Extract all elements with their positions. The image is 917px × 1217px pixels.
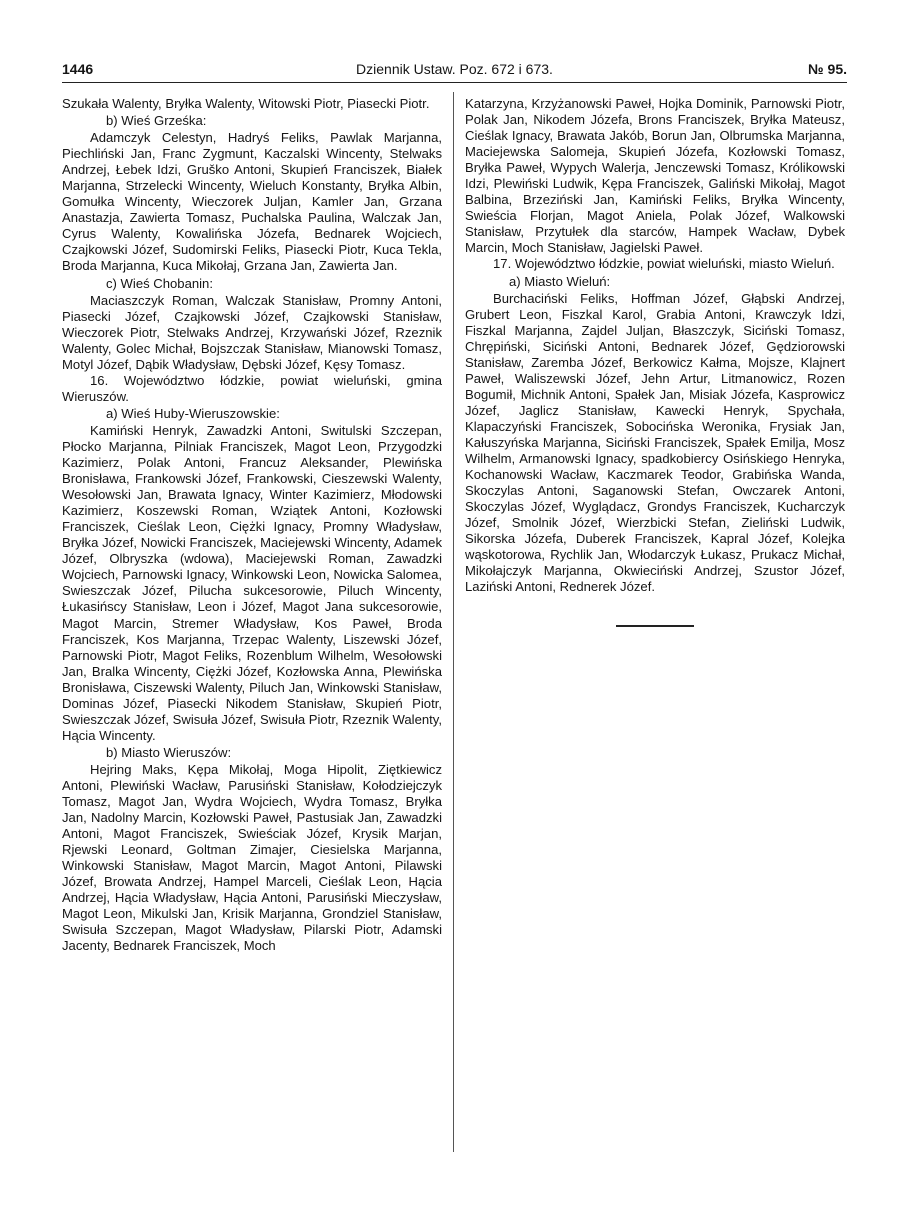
left-column bbox=[62, 96, 442, 954]
paragraph: Szukała Walenty, Bryłka Walenty, Witowski Piotr, Piasecki Piotr. bbox=[62, 96, 430, 111]
paragraph: Kamiński Henryk, Zawadzki Antoni, Switulski Szczepan, Płocko Marjanna, Pilniak Franciszek, Magot Leon, Przygodzki Kazimierz, Polak Antoni, Francuz Aleksander, Plewińska Bronisława, Frankowski Józef, Frankowski, Cieszewski Walenty, Wesołowski Jan, Brawata Ignacy, Winter Kazimierz, Młodowski Kazimierz, Koszewski Roman, Wziątek Antoni, Kozłowski Franciszek, Cieślak Leon, Ciężki Ignacy, Promny Władysław, Bryłka Józef, Nowicki Franciszek, Maciejewski Wincenty, Adamek Józef, Olbryszka (wdowa), Maciejewski Roman, Zawadzki Wojciech, Parnowski Ignacy, Winkowski Leon, Nowicka Salomea, Swieszczak Józef, Pilucha sukcesorowie, Piluch Wincenty, Łukasińscy Stanisław, Leon i Józef, Magot Jana sukcesorowie, Magot Marcin, Stremer Władysław, Kos Paweł, Broda Franciszek, Kos Marjanna, Trzepac Walenty, Liszewski Józef, Parnowski Piotr, Magot Feliks, Rozenblum Wilhelm, Wesołowski Jan, Bralka Wincenty, Ciężki Józef, Kozłowska Anna, Plewińska Bronisława, Ciszewski Walenty, Piluch Jan, Winkowski Stanisław, Dominas Józef, Piasecki Nikodem Stanisław, Skupień Piotr, Swieszczak Józef, Swisuła Józef, Swisuła Piotr, Rzeznik Walenty, Hącia Wincenty. bbox=[62, 422, 442, 743]
journal-title: Dziennik Ustaw. Poz. 672 i 673. bbox=[356, 61, 553, 77]
section-heading: 17. Województwo łódzkie, powiat wieluński, miasto Wieluń. bbox=[493, 256, 835, 272]
issue-number: № 95. bbox=[808, 61, 847, 77]
page-header bbox=[62, 58, 847, 83]
paragraph: Hejring Maks, Kępa Mikołaj, Moga Hipolit, Ziętkiewicz Antoni, Plewiński Wacław, Parusiński Stanisław, Kołodziejczyk Tomasz, Magot Jan, Wydra Wojciech, Wydra Tomasz, Bryłka Jan, Nadolny Marcin, Kozłowski Paweł, Pastusiak Jan, Zawadzki Antoni, Magot Franciszek, Swieściak Józef, Krysik Marjan, Rjewski Leonard, Goltman Zimajer, Ciesielska Marjanna, Winkowski Stanisław, Magot Marcin, Magot Antoni, Pilawski Józef, Browata Andrzej, Hampel Marceli, Cieślak Leon, Hącia Andrzej, Hącia Władysław, Hącia Antoni, Parusiński Mieczysław, Magot Leon, Mikulski Jan, Krisik Marjanna, Grondziel Stanisław, Swisuła Szczepan, Magot Władysław, Pilarski Piotr, Adamski Jacenty, Bednarek Franciszek, Moch bbox=[62, 761, 442, 954]
end-rule bbox=[616, 625, 694, 627]
paragraph: Maciaszczyk Roman, Walczak Stanisław, Promny Antoni, Piasecki Józef, Czajkowski Józef, Czajkowski Stanisław, Wieczorek Piotr, Stelwaks Andrzej, Krzywański Józef, Rzeznik Walenty, Golec Michał, Bojszczak Stanisław, Mianowski Tomasz, Motyl Józef, Dąbik Władysław, Dębski Józef, Kęsy Tomasz. bbox=[62, 292, 442, 372]
right-column bbox=[465, 96, 845, 627]
subsection-heading: b) Wieś Grześka: bbox=[106, 113, 207, 129]
paragraph: Adamczyk Celestyn, Hadryś Feliks, Pawlak Marjanna, Piechliński Jan, Franc Zygmunt, Kaczalski Wincenty, Stelwaks Andrzej, Łebek Idzi, Gruško Antoni, Skupień Franciszek, Białek Marjanna, Strzelecki Wincenty, Wieluch Konstanty, Bryłka Albin, Gomułka Wincenty, Wieczorek Juljan, Kamler Jan, Grzana Anastazja, Zawierta Tomasz, Puchalska Paulina, Walczak Jan, Cyrus Walenty, Kowalińska Józefa, Bednarek Wojciech, Czajkowski Józef, Sudomirski Feliks, Piasecki Piotr, Kuca Tekla, Broda Marjanna, Kuca Mikołaj, Grzana Jan, Zawierta Jan. bbox=[62, 130, 442, 274]
section-heading: 16. Województwo łódzkie, powiat wieluński, gmina Wieruszów. bbox=[62, 372, 442, 404]
subsection-heading: a) Miasto Wieluń: bbox=[509, 273, 611, 289]
paragraph: Katarzyna, Krzyżanowski Paweł, Hojka Dominik, Parnowski Piotr, Polak Jan, Nikodem Józefa, Brons Franciszek, Bryłka Mateusz, Cieślak Ignacy, Brawata Jakób, Borun Jan, Olbrumska Marjanna, Maciejewska Salomeja, Skupień Józefa, Kozłowski Tomasz, Bryłka Paweł, Wypych Walerja, Jenczewski Tomasz, Królikowski Idzi, Plewiński Ludwik, Kępa Franciszek, Galiński Mikołaj, Magot Balbina, Brzeziński Jan, Kamiński Feliks, Bryłka Wincenty, Swieścia Florjan, Magot Aniela, Polak Józef, Walkowski Stanisław, Przytułek dla starców, Hampek Wacław, Dybek Marcin, Moch Stanisław, Jagielski Paweł. bbox=[465, 96, 845, 256]
column-divider bbox=[453, 92, 454, 1152]
subsection-heading: a) Wieś Huby-Wieruszowskie: bbox=[106, 405, 280, 421]
paragraph: Burchaciński Feliks, Hoffman Józef, Głąbski Andrzej, Grubert Leon, Fiszkal Karol, Grabia Antoni, Krawczyk Idzi, Fiszkal Marjanna, Zajdel Juljan, Błaszczyk, Siciński Tomasz, Chrępiński, Siciński Antoni, Bednarek Józef, Gędziorowski Stanisław, Zaremba Józef, Berkowicz Kałma, Mojsze, Klajnert Paweł, Waliszewski Józef, Jehn Artur, Litmanowicz, Rozen Bogumił, Michnik Antoni, Spałek Jan, Misiak Józefa, Kasprowicz Józef, Jaglicz Stanisław, Kawecki Henryk, Spychała, Klapaczyński Franciszek, Sobocińska Weronika, Frysiak Jan, Kałuszyńska Marjanna, Siciński Franciszek, Spałek Emilja, Mosz Wilhelm, Armanowski Ignacy, spadkobiercy Osińskiego Henryka, Kochanowski Wacław, Kaczmarek Teodor, Grabińska Wanda, Skoczylas Antoni, Saganowski Stefan, Owczarek Antoni, Skoczylas Józef, Wyglądacz, Grondys Franciszek, Kucharczyk Józef, Smolnik Józef, Wierzbicki Stefan, Zieliński Ludwik, Sikorska Józefa, Duberek Franciszek, Kapral Józef, Kolejka wąskotorowa, Rychlik Jan, Włodarczyk Łukasz, Prukacz Michał, Mikołajczyk Marjanna, Okwieciński Andrzej, Szustor Józef, Laziński Antoni, Rednerek Józef. bbox=[465, 290, 845, 595]
subsection-heading: b) Miasto Wieruszów: bbox=[106, 744, 232, 760]
subsection-heading: c) Wieś Chobanin: bbox=[106, 275, 213, 291]
page-number: 1446 bbox=[62, 61, 94, 77]
